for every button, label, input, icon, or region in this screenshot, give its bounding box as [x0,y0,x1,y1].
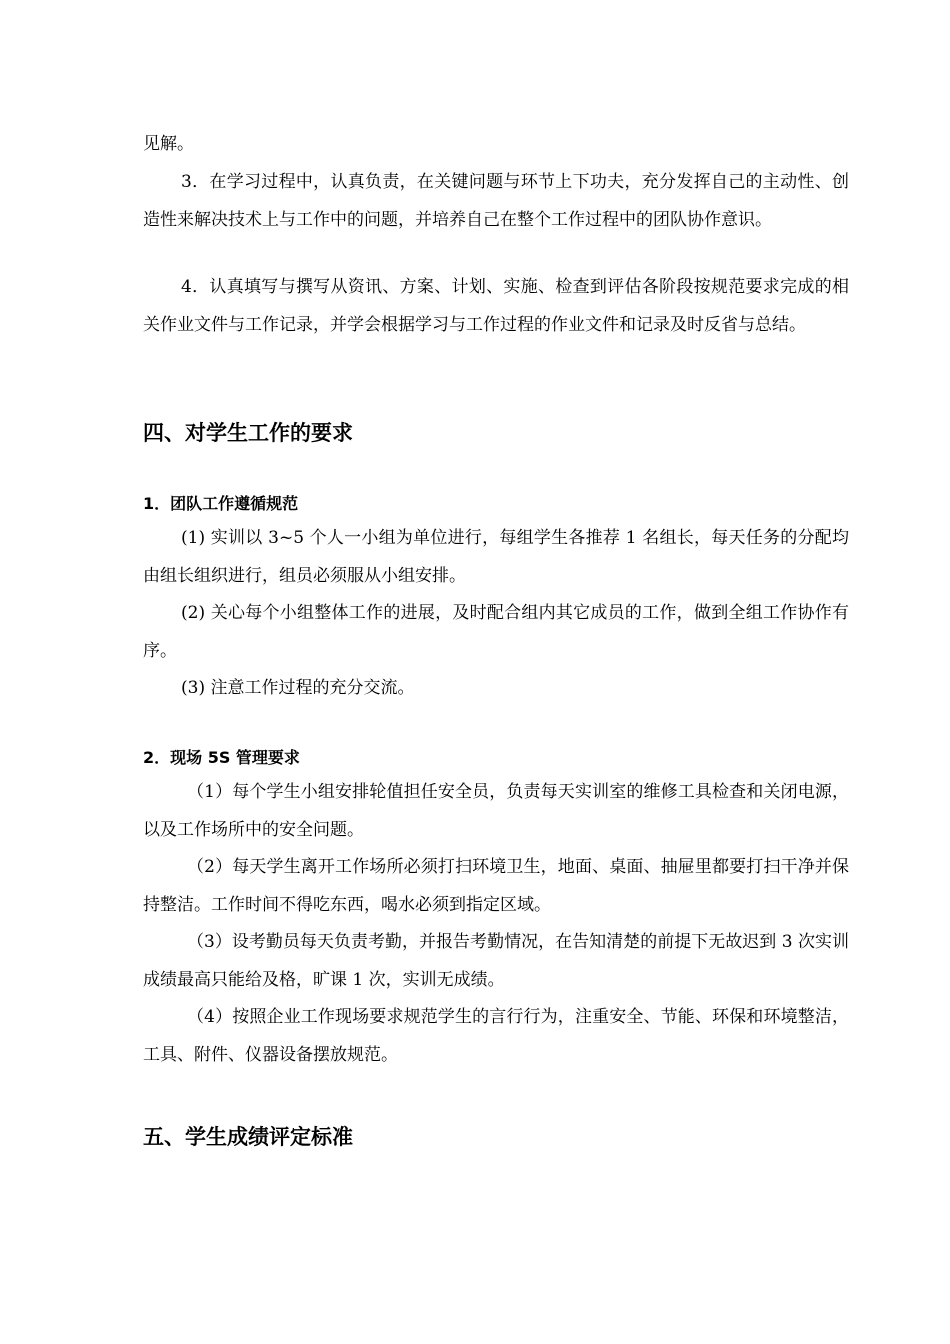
5s-item-1: （1）每个学生小组安排轮值担任安全员，负责每天实训室的维修工具检查和关闭电源，以及工作场所中的安全问题。 [143,782,849,840]
subsection-heading-5s: 2．现场 5S 管理要求 [143,748,300,767]
section-heading-4: 四、对学生工作的要求 [143,421,353,445]
section-heading-5: 五、学生成绩评定标准 [143,1125,353,1149]
paragraph-item-3: 3．在学习过程中，认真负责，在关键问题与环节上下功夫，充分发挥自己的主动性、创造性来解决技术上与工作中的问题，并培养自己在整个工作过程中的团队协作意识。 [143,172,849,230]
teamwork-item-1: (1) 实训以 3~5 个人一小组为单位进行，每组学生各推荐 1 名组长，每天任务的分配均由组长组织进行，组员必须服从小组安排。 [143,528,849,586]
5s-item-2: （2）每天学生离开工作场所必须打扫环境卫生，地面、桌面、抽屉里都要打扫干净并保持整洁。工作时间不得吃东西，喝水必须到指定区域。 [143,857,849,915]
teamwork-item-3: (3) 注意工作过程的充分交流。 [181,678,415,698]
paragraph-continuation: 见解。 [143,134,194,154]
subsection-heading-teamwork: 1．团队工作遵循规范 [143,494,299,513]
paragraph-item-4: 4．认真填写与撰写从资讯、方案、计划、实施、检查到评估各阶段按规范要求完成的相关作业文件与工作记录，并学会根据学习与工作过程的作业文件和记录及时反省与总结。 [143,277,849,335]
5s-item-3: （3）设考勤员每天负责考勤，并报告考勤情况，在告知清楚的前提下无故迟到 3 次实训成绩最高只能给及格，旷课 1 次，实训无成绩。 [143,932,849,990]
teamwork-item-2: (2) 关心每个小组整体工作的进展，及时配合组内其它成员的工作，做到全组工作协作有序。 [143,603,849,661]
5s-item-4: （4）按照企业工作现场要求规范学生的言行行为，注重安全、节能、环保和环境整洁，工具、附件、仪器设备摆放规范。 [143,1007,849,1065]
